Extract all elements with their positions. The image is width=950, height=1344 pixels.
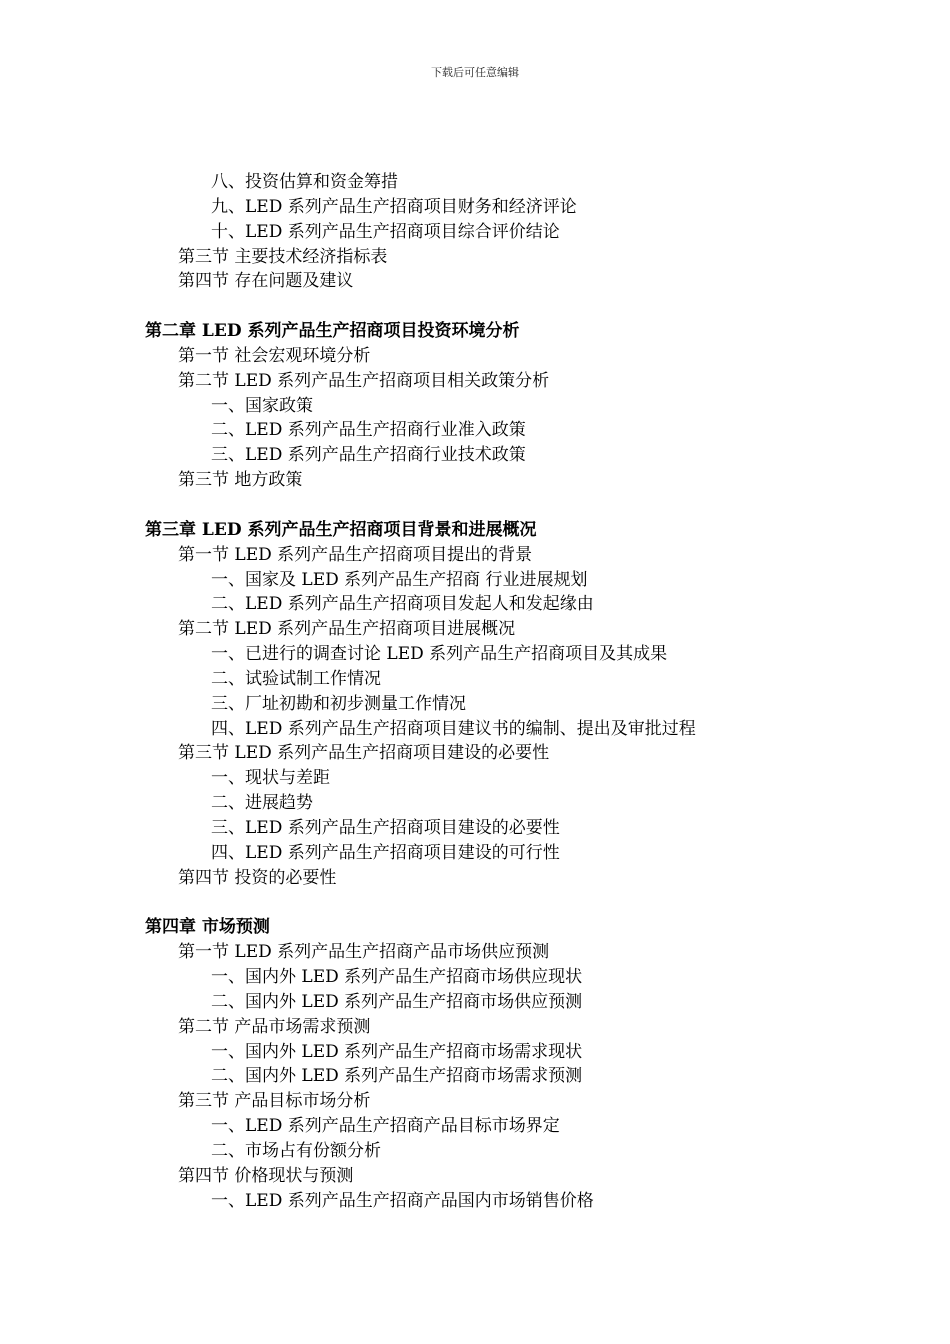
subsection-item: 一、国内外 LED 系列产品生产招商市场供应现状 (211, 967, 583, 987)
section-heading: 第二节 LED 系列产品生产招商项目进展概况 (178, 619, 516, 640)
subsection-item: 三、LED 系列产品生产招商行业技术政策 (211, 445, 526, 466)
section-heading: 第三节 地方政策 (178, 470, 303, 491)
subsection-item: 十、LED 系列产品生产招商项目综合评价结论 (211, 221, 560, 242)
subsection-item: 四、LED 系列产品生产招商项目建议书的编制、提出及审批过程 (211, 718, 696, 739)
section-heading: 第四节 价格现状与预测 (178, 1165, 354, 1186)
section-heading: 第一节 LED 系列产品生产招商产品市场供应预测 (178, 942, 550, 963)
subsection-item: 二、LED 系列产品生产招商项目发起人和发起缘由 (211, 594, 594, 615)
subsection-item: 三、LED 系列产品生产招商项目建设的必要性 (211, 817, 560, 838)
blank-line (0, 890, 950, 915)
subsection-item: 四、LED 系列产品生产招商项目建设的可行性 (211, 842, 560, 863)
subsection-item: 一、现状与差距 (211, 768, 330, 789)
subsection-item: 二、试验试制工作情况 (211, 668, 381, 689)
blank-line (0, 493, 950, 518)
section-heading: 第三节 产品目标市场分析 (178, 1091, 371, 1112)
subsection-item: 一、已进行的调查讨论 LED 系列产品生产招商项目及其成果 (211, 644, 668, 665)
section-heading: 第二节 产品市场需求预测 (178, 1016, 371, 1037)
subsection-item: 二、市场占有份额分析 (211, 1140, 381, 1161)
subsection-item: 二、进展趋势 (211, 793, 313, 814)
table-of-contents (0, 170, 950, 1213)
subsection-item: 九、LED 系列产品生产招商项目财务和经济评论 (211, 196, 577, 217)
section-heading: 第三节 主要技术经济指标表 (178, 246, 388, 267)
chapter-heading: 第四章 市场预测 (145, 917, 270, 938)
subsection-item: 二、LED 系列产品生产招商行业准入政策 (211, 420, 526, 441)
section-heading: 第一节 社会宏观环境分析 (178, 345, 371, 366)
blank-line (0, 294, 950, 319)
section-heading: 第四节 存在问题及建议 (178, 271, 354, 292)
subsection-item: 八、投资估算和资金筹措 (211, 172, 398, 192)
subsection-item: 二、国内外 LED 系列产品生产招商市场需求预测 (211, 1066, 583, 1087)
subsection-item: 一、国家及 LED 系列产品生产招商 行业进展规划 (211, 569, 588, 590)
chapter-heading: 第二章 LED 系列产品生产招商项目投资环境分析 (145, 321, 520, 342)
page-header: 下载后可任意编辑 (431, 66, 519, 79)
section-heading: 第四节 投资的必要性 (178, 867, 337, 888)
section-heading: 第二节 LED 系列产品生产招商项目相关政策分析 (178, 370, 550, 391)
section-heading: 第三节 LED 系列产品生产招商项目建设的必要性 (178, 743, 550, 764)
subsection-item: 三、厂址初勘和初步测量工作情况 (211, 693, 466, 714)
section-heading: 第一节 LED 系列产品生产招商项目提出的背景 (178, 544, 533, 565)
subsection-item: 一、国家政策 (211, 395, 313, 416)
subsection-item: 一、LED 系列产品生产招商产品目标市场界定 (211, 1116, 560, 1137)
subsection-item: 一、国内外 LED 系列产品生产招商市场需求现状 (211, 1041, 583, 1062)
subsection-item: 一、LED 系列产品生产招商产品国内市场销售价格 (211, 1190, 594, 1211)
chapter-heading: 第三章 LED 系列产品生产招商项目背景和进展概况 (145, 519, 537, 540)
subsection-item: 二、国内外 LED 系列产品生产招商市场供应预测 (211, 991, 583, 1012)
